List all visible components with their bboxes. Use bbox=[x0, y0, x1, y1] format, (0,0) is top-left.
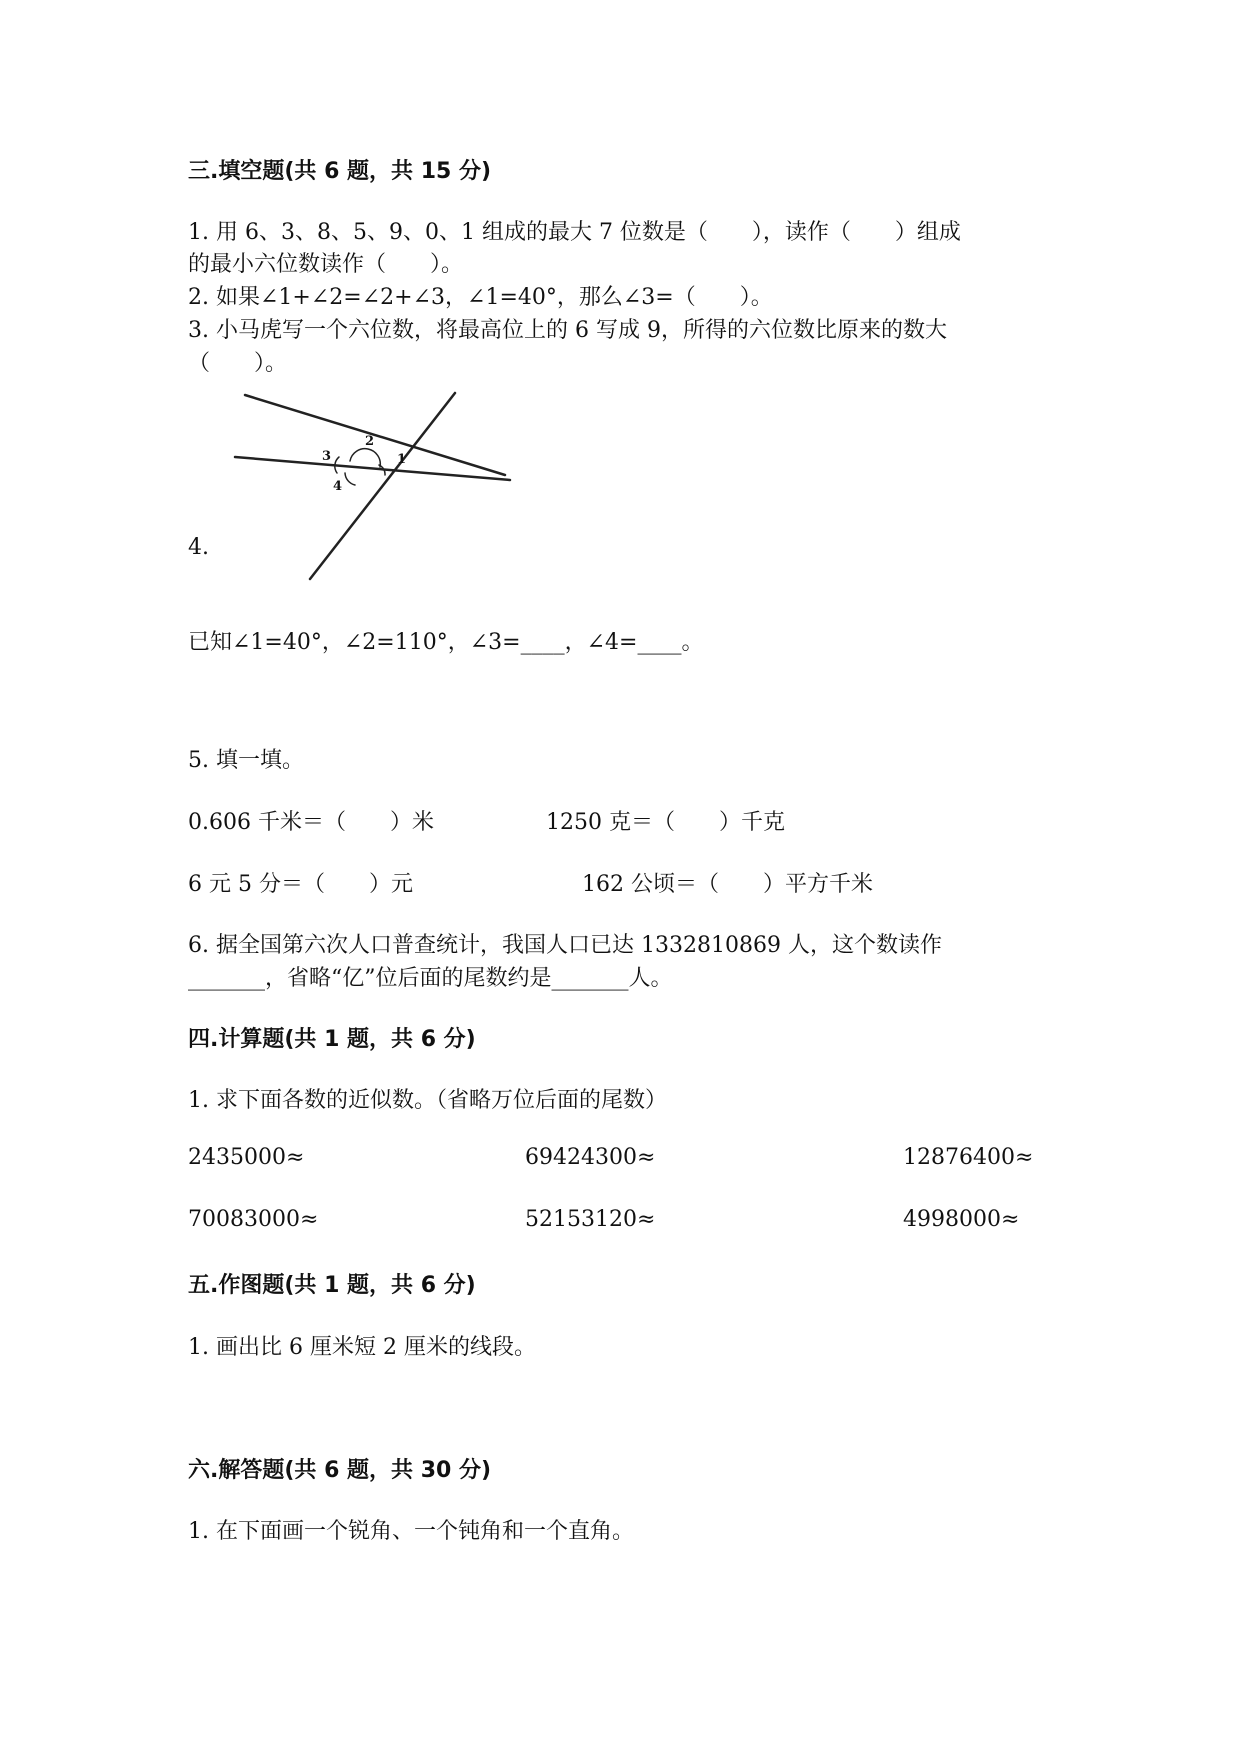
q3-5-item-2: 1250 克＝（ ）千克 bbox=[546, 810, 785, 835]
q6-1: 1. 在下面画一个锐角、一个钝角和一个直角。 bbox=[188, 1519, 634, 1544]
label-4: 4 bbox=[333, 479, 343, 494]
label-1: 1 bbox=[397, 452, 407, 467]
section-5-title: 五.作图题(共 1 题，共 6 分) bbox=[188, 1273, 476, 1298]
section-3-title: 三.填空题(共 6 题，共 15 分) bbox=[188, 159, 492, 184]
q4-1: 1. 求下面各数的近似数。（省略万位后面的尾数） bbox=[188, 1088, 667, 1113]
angle-figure bbox=[225, 385, 525, 595]
approx-2: 69424300≈ bbox=[525, 1145, 656, 1170]
arc-4 bbox=[345, 473, 355, 485]
approx-1: 2435000≈ bbox=[188, 1145, 305, 1170]
line-a bbox=[245, 395, 505, 475]
approx-6: 4998000≈ bbox=[903, 1207, 1020, 1232]
approx-4: 70083000≈ bbox=[188, 1207, 319, 1232]
line-b bbox=[235, 457, 510, 480]
section-4-title: 四.计算题(共 1 题，共 6 分) bbox=[188, 1027, 476, 1052]
q3-5-item-3: 6 元 5 分＝（ ）元 bbox=[188, 872, 413, 897]
q3-3-line1: 3. 小马虎写一个六位数，将最高位上的 6 写成 9，所得的六位数比原来的数大 bbox=[188, 318, 947, 343]
q3-3-line2: （ ）。 bbox=[188, 351, 288, 376]
q3-1-line2: 的最小六位数读作（ ）。 bbox=[188, 252, 464, 277]
q3-5-item-1: 0.606 千米＝（ ）米 bbox=[188, 810, 434, 835]
q3-5-item-4: 162 公顷＝（ ）平方千米 bbox=[582, 872, 873, 897]
label-3: 3 bbox=[322, 449, 332, 464]
q3-4-number: 4. bbox=[188, 535, 209, 560]
approx-3: 12876400≈ bbox=[903, 1145, 1034, 1170]
q3-6-line1: 6. 据全国第六次人口普查统计，我国人口已达 1332810869 人，这个数读作 bbox=[188, 933, 942, 958]
q3-4-text: 已知∠1=40°，∠2=110°，∠3=____，∠4=____。 bbox=[188, 630, 704, 655]
q3-5-title: 5. 填一填。 bbox=[188, 748, 304, 773]
label-2: 2 bbox=[365, 434, 375, 449]
q3-2: 2. 如果∠1+∠2=∠2+∠3，∠1=40°，那么∠3=（ ）。 bbox=[188, 285, 773, 310]
q3-1-line1: 1. 用 6、3、8、5、9、0、1 组成的最大 7 位数是（ ），读作（ ）组成 bbox=[188, 220, 961, 245]
approx-5: 52153120≈ bbox=[525, 1207, 656, 1232]
q3-6-line2: _______，省略“亿”位后面的尾数约是_______人。 bbox=[188, 966, 673, 991]
q5-1: 1. 画出比 6 厘米短 2 厘米的线段。 bbox=[188, 1335, 536, 1360]
arc-2 bbox=[350, 449, 380, 467]
section-6-title: 六.解答题(共 6 题，共 30 分) bbox=[188, 1458, 492, 1483]
